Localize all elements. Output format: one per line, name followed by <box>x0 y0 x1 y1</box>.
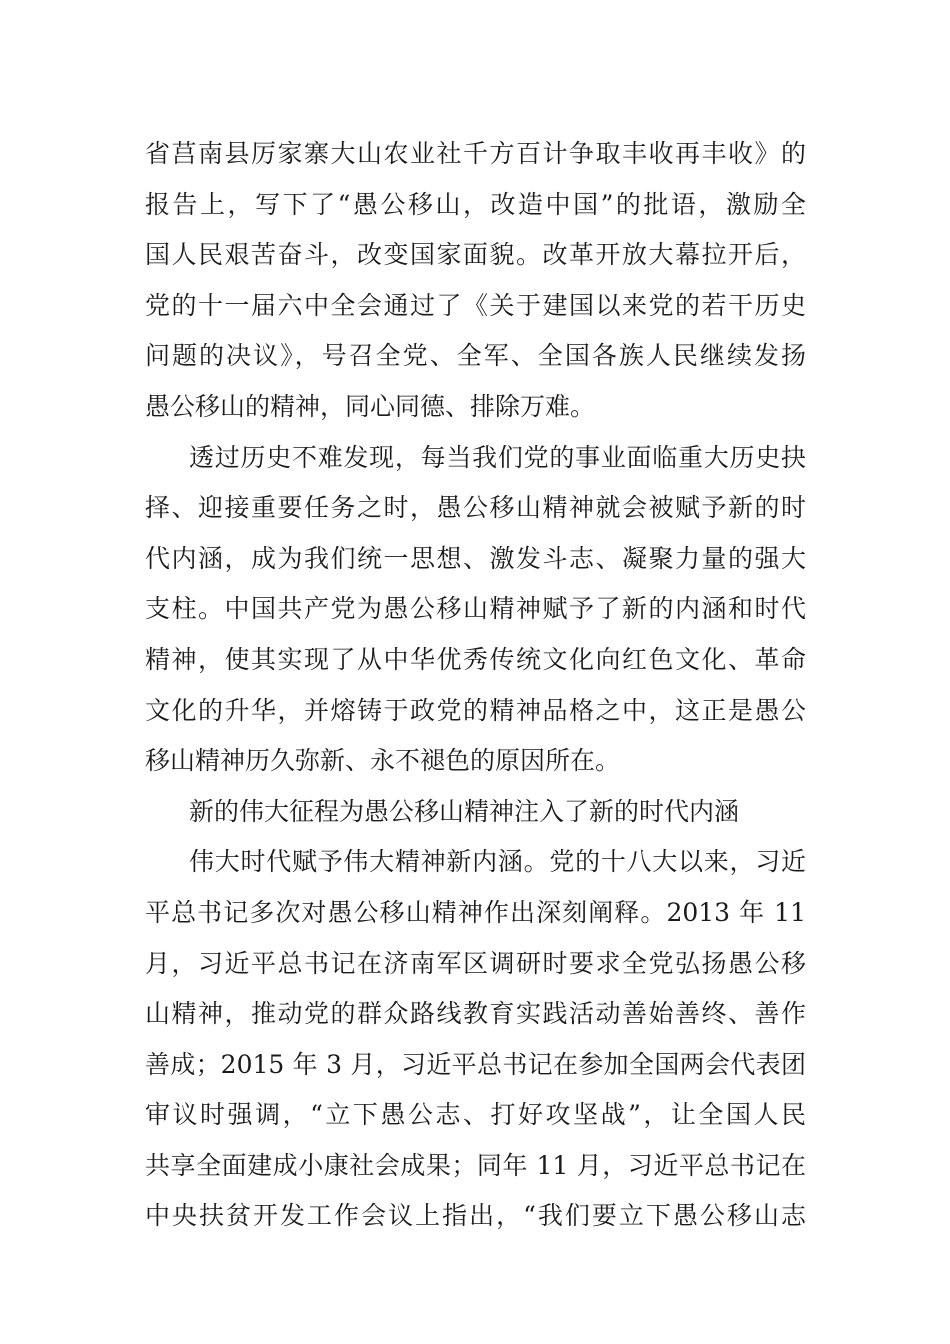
text-line: 代内涵，成为我们统一思想、激发斗志、凝聚力量的强大 <box>145 543 806 573</box>
body-text <box>145 129 806 1242</box>
text-line: 省莒南县厉家寨大山农业社千方百计争取丰收再丰收》的 <box>145 139 806 168</box>
text-line: 愚公移山的精神，同心同德、排除万难。 <box>145 391 596 421</box>
text-line: 问题的决议》，号召全党、全军、全国各族人民继续发扬 <box>145 341 806 371</box>
text-line: 共享全面建成小康社会成果；同年 11 月，习近平总书记在 <box>145 1150 806 1180</box>
text-line: 审议时强调，“立下愚公志、打好攻坚战”，让全国人民 <box>145 1100 806 1130</box>
text-line: 移山精神历久弥新、永不褪色的原因所在。 <box>145 746 621 776</box>
text-line: 党的十一届六中全会通过了《关于建国以来党的若干历史 <box>145 290 806 320</box>
text-line: 报告上，写下了“愚公移山，改造中国”的批语，激励全 <box>145 189 806 219</box>
text-line: 月，习近平总书记在济南军区调研时要求全党弘扬愚公移 <box>145 948 806 978</box>
text-line: 平总书记多次对愚公移山精神作出深刻阐释。2013 年 11 <box>145 897 806 927</box>
section-heading: 新的伟大征程为愚公移山精神注入了新的时代内涵 <box>189 796 740 826</box>
text-line: 文化的升华，并熔铸于政党的精神品格之中，这正是愚公 <box>145 695 806 725</box>
text-line: 精神，使其实现了从中华优秀传统文化向红色文化、革命 <box>145 644 806 674</box>
text-line: 中央扶贫开发工作会议上指出，“我们要立下愚公移山志 <box>145 1201 806 1231</box>
paragraph-start-line: 透过历史不难发现，每当我们党的事业面临重大历史抉 <box>189 442 806 472</box>
text-line: 山精神，推动党的群众路线教育实践活动善始善终、善作 <box>145 999 806 1029</box>
paragraph-start-line: 伟大时代赋予伟大精神新内涵。党的十八大以来，习近 <box>189 847 806 877</box>
text-line: 国人民艰苦奋斗，改变国家面貌。改革开放大幕拉开后， <box>145 240 806 270</box>
text-line: 善成；2015 年 3 月，习近平总书记在参加全国两会代表团 <box>145 1049 806 1079</box>
text-line: 择、迎接重要任务之时，愚公移山精神就会被赋予新的时 <box>145 493 806 523</box>
text-line: 支柱。中国共产党为愚公移山精神赋予了新的内涵和时代 <box>145 594 806 624</box>
